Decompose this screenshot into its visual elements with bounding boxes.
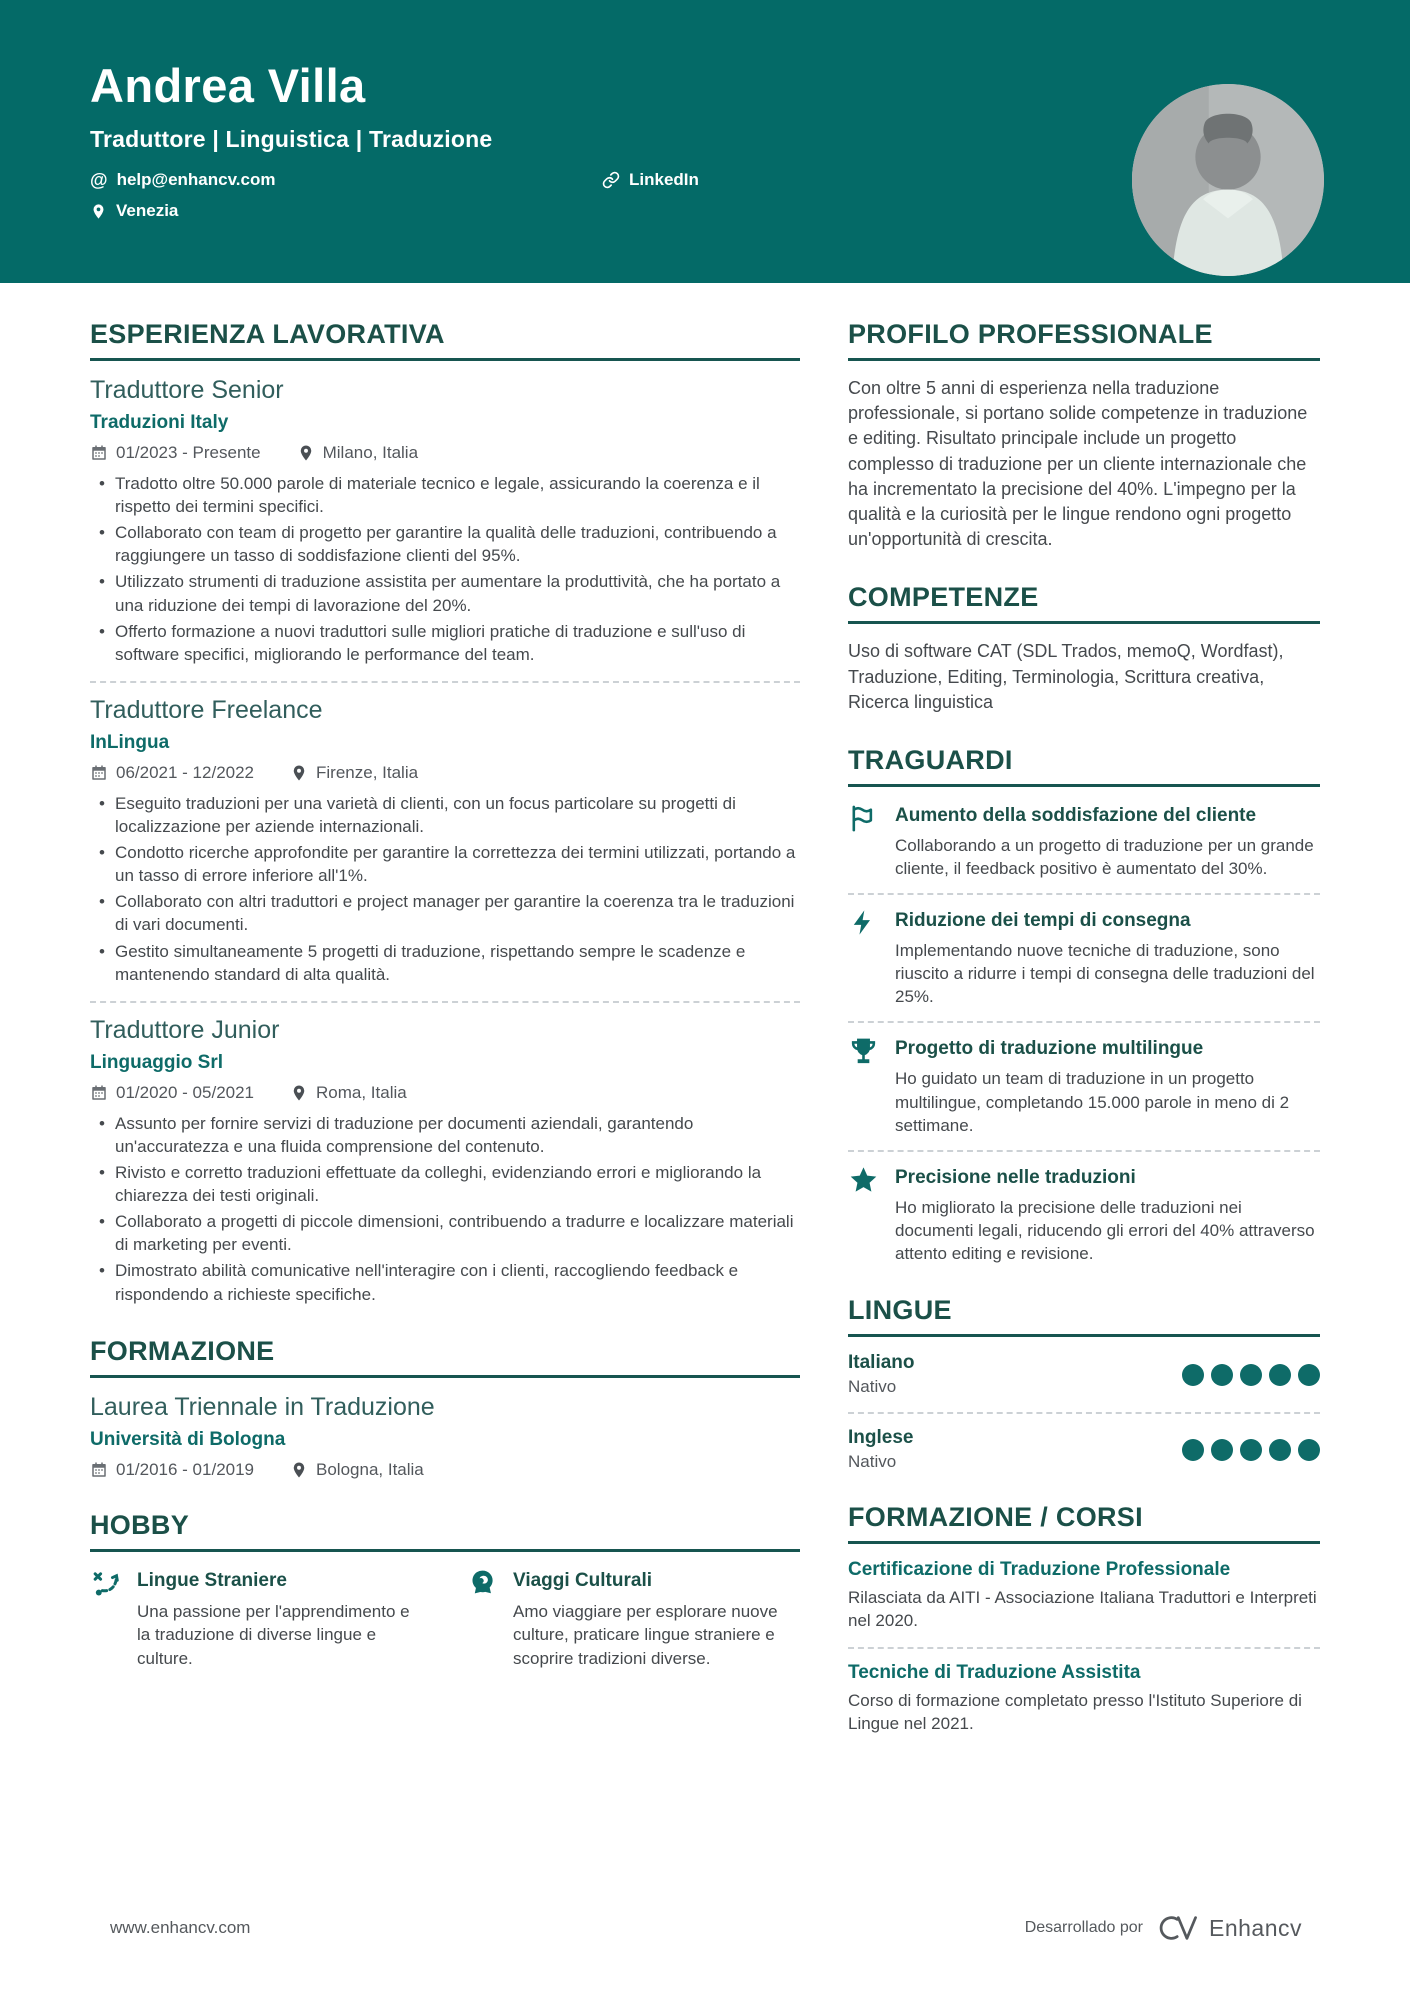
footer <box>0 1913 1410 1943</box>
dashed-divider <box>848 1647 1320 1649</box>
hobby-text: Una passione per l'apprendimento e la traduzione di diverse lingue e culture. <box>137 1601 410 1668</box>
dashed-divider <box>90 1001 800 1003</box>
bullet-item: • Condotto ricerche approfondite per garantire la correttezza dei termini utilizzati, portando a un tasso di errore inferiore all'1%. <box>90 841 800 887</box>
right-column <box>848 319 1320 1736</box>
achievement-text: Ho guidato un team di traduzione in un progetto multilingue, completando 15.000 parole in meno di 2 settimane. <box>895 1069 1290 1135</box>
location-item <box>290 763 418 783</box>
course-name: Tecniche di Traduzione Assistita <box>848 1662 1141 1684</box>
email-text: help@enhancv.com <box>116 170 276 189</box>
section-hobby <box>90 1510 800 1670</box>
dashed-divider <box>90 681 800 683</box>
location-pin-icon <box>290 1461 308 1479</box>
job-location-text: Milano, Italia <box>322 443 419 462</box>
achievement-text: Collaborando a un progetto di traduzione per un grande cliente, il feedback positivo è aumentato del 30%. <box>895 835 1314 878</box>
powered-by <box>1025 1913 1302 1943</box>
hobby-name: Viaggi Culturali <box>513 1569 653 1591</box>
content-columns <box>0 319 1410 1736</box>
section-title-skills: COMPETENZE <box>848 582 1320 624</box>
section-skills <box>848 582 1320 715</box>
bullet-item: • Eseguito traduzioni per una varietà di clienti, con un focus particolare su progetti di localizzazione per aziende internazionali. <box>90 792 800 838</box>
achievement-item <box>848 907 1320 1008</box>
level-dot <box>1269 1364 1291 1386</box>
hobby-body <box>137 1567 424 1670</box>
school-name: Università di Bologna <box>90 1428 286 1450</box>
language-level: Nativo <box>848 1377 897 1397</box>
section-title-achievements: TRAGUARDI <box>848 745 1320 787</box>
at-icon: @ <box>90 170 108 190</box>
dates-item <box>90 443 261 463</box>
job-location-text: Firenze, Italia <box>316 762 419 782</box>
bullet-item: • Rivisto e corretto traduzioni effettuate da colleghi, evidenziando errori e migliorando la chiarezza dei testi originali. <box>90 1161 800 1207</box>
job-meta <box>90 1083 800 1103</box>
calendar-icon <box>90 764 108 782</box>
job-meta <box>90 763 800 783</box>
level-dot <box>1298 1439 1320 1461</box>
portrait-placeholder <box>1132 84 1324 276</box>
company-name: InLingua <box>90 731 170 753</box>
job-location-text: Roma, Italia <box>316 1082 407 1102</box>
job-bullets <box>90 1112 800 1306</box>
section-profile <box>848 319 1320 552</box>
level-dot <box>1182 1364 1204 1386</box>
bullet-item: • Collaborato a progetti di piccole dimensioni, contribuendo a tradurre e localizzare materiali di marketing per eventi. <box>90 1210 800 1256</box>
achievement-body <box>895 907 1320 1008</box>
header-band <box>0 0 1410 283</box>
company-name: Linguaggio Srl <box>90 1051 223 1073</box>
section-achievements <box>848 745 1320 1265</box>
bullet-item: • Assunto per fornire servizi di traduzione per documenti aziendali, garantendo un'accuratezza e una fluida comprensione del contenuto. <box>90 1112 800 1158</box>
section-title-languages: LINGUE <box>848 1295 1320 1337</box>
linkedin-text: LinkedIn <box>629 170 699 189</box>
hobby-name: Lingue Straniere <box>137 1569 287 1591</box>
calendar-icon <box>90 444 108 462</box>
job-bullets <box>90 792 800 986</box>
language-name: Italiano <box>848 1352 915 1374</box>
job-bullets <box>90 472 800 666</box>
section-title-experience: ESPERIENZA LAVORATIVA <box>90 319 800 361</box>
dashed-divider <box>848 1412 1320 1414</box>
section-title-profile: PROFILO PROFESSIONALE <box>848 319 1320 361</box>
language-info <box>848 1427 913 1472</box>
achievement-body <box>895 802 1320 880</box>
dates-item <box>90 1083 254 1103</box>
location-item <box>290 1460 424 1480</box>
section-title-education: FORMAZIONE <box>90 1336 800 1378</box>
person-name: Andrea Villa <box>90 59 366 112</box>
course-entry <box>848 1662 1320 1735</box>
degree-title: Laurea Triennale in Traduzione <box>90 1392 435 1421</box>
location-item <box>90 201 602 221</box>
enhancv-brand-text: Enhancv <box>1208 1914 1302 1941</box>
hobby-item <box>466 1567 800 1670</box>
achievement-body <box>895 1164 1320 1265</box>
location-pin-icon <box>90 203 107 220</box>
section-title-hobby: HOBBY <box>90 1510 800 1552</box>
location-item <box>297 443 418 463</box>
language-dots <box>1182 1364 1320 1386</box>
company-name: Traduzioni Italy <box>90 412 229 433</box>
course-text: Rilasciata da AITI - Associazione Italiana Traduttori e Interpreti nel 2020. <box>848 1588 1317 1631</box>
education-location-text: Bologna, Italia <box>316 1459 424 1479</box>
education-meta <box>90 1460 800 1480</box>
hobby-item <box>90 1567 424 1670</box>
course-name: Certificazione di Traduzione Professionale <box>848 1559 1231 1581</box>
language-name: Inglese <box>848 1427 914 1449</box>
strategy-icon <box>90 1567 124 1670</box>
language-row <box>848 1427 1320 1472</box>
dashed-divider <box>848 893 1320 895</box>
bullet-item: • Offerto formazione a nuovi traduttori sulle migliori pratiche di traduzione e sull'uso di software specifici, migliorando le performance del team. <box>90 620 800 666</box>
job-entry <box>90 696 800 986</box>
dates-item <box>90 763 254 783</box>
level-dot <box>1240 1364 1262 1386</box>
section-languages <box>848 1295 1320 1472</box>
location-pin-icon <box>297 444 315 462</box>
flag-icon <box>848 802 882 880</box>
link-icon <box>602 171 620 189</box>
level-dot <box>1211 1439 1233 1461</box>
location-text: Venezia <box>116 201 179 220</box>
level-dot <box>1240 1439 1262 1461</box>
job-entry <box>90 376 800 666</box>
course-text: Corso di formazione completato presso l'Istituto Superiore di Lingue nel 2021. <box>848 1691 1302 1734</box>
bullet-item: • Tradotto oltre 50.000 parole di materiale tecnico e legale, assicurando la coerenza e il rispetto dei termini specifici. <box>90 472 800 518</box>
calendar-icon <box>90 1084 108 1102</box>
lightning-icon <box>848 907 882 1008</box>
achievement-title: Aumento della soddisfazione del cliente <box>895 804 1257 826</box>
achievement-text: Ho migliorato la precisione delle traduzioni nei documenti legali, riducendo gli errori del 40% attraverso attento editing e revisione. <box>895 1197 1315 1263</box>
enhancv-logo-icon <box>1153 1913 1199 1943</box>
achievement-title: Precisione nelle traduzioni <box>895 1166 1136 1188</box>
dashed-divider <box>848 1021 1320 1023</box>
language-row <box>848 1352 1320 1397</box>
dashed-divider <box>848 1150 1320 1152</box>
achievement-title: Progetto di traduzione multilingue <box>895 1038 1204 1060</box>
dates-text: 01/2023 - Presente <box>116 443 261 462</box>
job-title: Traduttore Junior <box>90 1015 280 1044</box>
bullet-item: • Collaborato con altri traduttori e project manager per garantire la coerenza tra le traduzioni di vari documenti. <box>90 890 800 936</box>
achievement-item <box>848 1035 1320 1136</box>
course-entry <box>848 1559 1320 1632</box>
hobby-body <box>513 1567 800 1670</box>
powered-by-label: Desarrollado por <box>1024 1919 1143 1936</box>
section-title-courses: FORMAZIONE / CORSI <box>848 1502 1320 1544</box>
location-pin-icon <box>290 764 308 782</box>
location-pin-icon <box>290 1084 308 1102</box>
achievement-item <box>848 1164 1320 1265</box>
achievement-body <box>895 1035 1320 1136</box>
job-title: Traduttore Senior <box>90 376 284 404</box>
profile-photo <box>1132 84 1324 276</box>
achievement-item <box>848 802 1320 880</box>
level-dot <box>1269 1439 1291 1461</box>
bullet-item: • Utilizzato strumenti di traduzione assistita per aumentare la produttività, che ha portato a una riduzione dei tempi di lavorazione del 20%. <box>90 570 800 616</box>
bullet-item: • Dimostrato abilità comunicative nell'interagire con i clienti, raccogliendo feedback e rispondendo a richieste specifiche. <box>90 1259 800 1305</box>
calendar-icon <box>90 1461 108 1479</box>
level-dot <box>1182 1439 1204 1461</box>
section-experience <box>90 319 800 1306</box>
language-dots <box>1182 1439 1320 1461</box>
headline: Traduttore | Linguistica | Traduzione <box>90 126 493 152</box>
footer-site-link[interactable]: www.enhancv.com <box>110 1918 251 1937</box>
section-courses <box>848 1502 1320 1735</box>
head-icon <box>466 1567 500 1670</box>
bullet-item: • Collaborato con team di progetto per garantire la qualità delle traduzioni, contribuendo a raggiungere un tasso di soddisfazione clienti del 95%. <box>90 521 800 567</box>
level-dot <box>1298 1364 1320 1386</box>
star-icon <box>848 1164 882 1265</box>
trophy-icon <box>848 1035 882 1136</box>
dates-text: 01/2016 - 01/2019 <box>116 1459 255 1479</box>
language-info <box>848 1352 915 1397</box>
achievement-text: Implementando nuove tecniche di traduzione, sono riuscito a ridurre i tempi di consegna delle traduzioni del 25%. <box>895 941 1315 1007</box>
achievement-title: Riduzione dei tempi di consegna <box>895 910 1191 932</box>
dates-text: 06/2021 - 12/2022 <box>116 762 255 782</box>
skills-text: Uso di software CAT (SDL Trados, memoQ, Wordfast), Traduzione, Editing, Terminologia, Scrittura creativa, Ricerca linguistica <box>848 641 1284 712</box>
job-entry <box>90 1016 800 1306</box>
bullet-item: • Gestito simultaneamente 5 progetti di traduzione, rispettando sempre le scadenze e mantenendo standard di alta qualità. <box>90 940 800 986</box>
location-item <box>290 1083 407 1103</box>
job-title: Traduttore Freelance <box>90 695 323 724</box>
left-column <box>90 319 800 1736</box>
dates-item <box>90 1460 254 1480</box>
language-level: Nativo <box>848 1452 897 1472</box>
dates-text: 01/2020 - 05/2021 <box>116 1082 255 1102</box>
job-meta <box>90 443 800 463</box>
profile-text: Con oltre 5 anni di esperienza nella traduzione professionale, si portano solide competenze in traduzione e editing. Risultato principale include un progetto complesso di traduzione per un cliente internazionale che ha incrementato la precisione del 40%. L'impegno per la qualità e la curiosità per le lingue rendono ogni progetto un'opportunità di crescita. <box>848 378 1308 550</box>
level-dot <box>1211 1364 1233 1386</box>
email-link[interactable] <box>90 170 602 190</box>
hobby-text: Amo viaggiare per esplorare nuove culture, praticare lingue straniere e scoprire tradizioni diverse. <box>513 1601 778 1668</box>
section-education <box>90 1336 800 1480</box>
